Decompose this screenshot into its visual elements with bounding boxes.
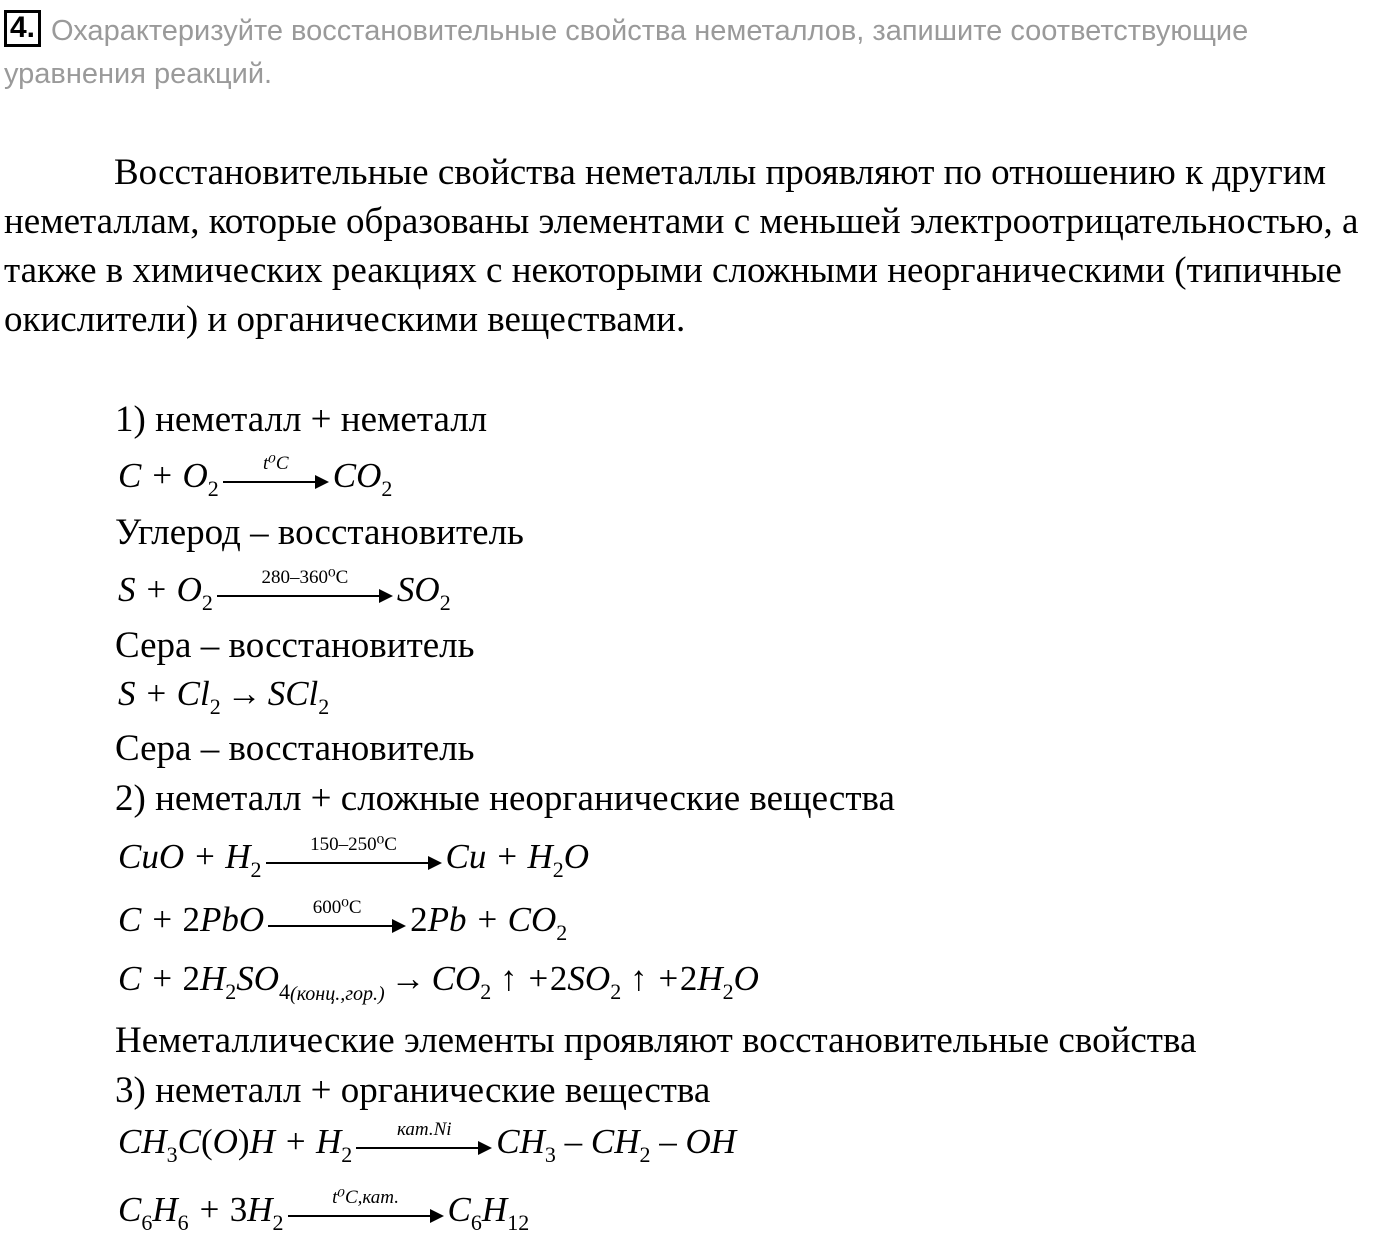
equation-5: C + 2PbO 600⁰C $2Pb + CO_2$ <box>118 896 568 945</box>
section-1-heading: 1) неметалл + неметалл <box>115 399 488 440</box>
section-2-heading: 2) неметалл + сложные неорганические вещества <box>115 778 895 819</box>
equation-4: CuO + $H_2$ 150–250⁰C $Cu + H_2O$ <box>118 833 590 882</box>
task-header <box>4 10 1364 96</box>
equation-5-condition: 600⁰C <box>312 896 362 918</box>
equation-6: $C + 2H_2SO_{4(конц.,гор.)} \to CO_2$ ↑ $+2SO_2$ ↑ $+2H_2O$ <box>118 959 759 1005</box>
task-number: 4. <box>4 10 41 47</box>
comment-sulfur-1: Сера – восстановитель <box>115 625 475 666</box>
intro-paragraph: Восстановительные свойства неметаллы проявляют по отношению к другим неметаллам, которые образованы элементами с меньшей электроотрицательностью, а также в химических реакциях с некоторыми сложными неорганическими (типичные окислители) и органическими веществами. <box>4 152 1359 340</box>
equation-3: $S + Cl_2 \to SCl_2$ <box>118 674 330 719</box>
comment-nonmetals: Неметаллические элементы проявляют восстановительные свойства <box>115 1020 1197 1061</box>
task-text: Охарактеризуйте восстановительные свойства неметаллов, запишите соответствующие уравнения реакций. <box>4 15 1249 90</box>
equation-2-condition: 280–360⁰C <box>261 566 349 588</box>
equation-8-condition: t⁰C,кат. <box>332 1186 400 1208</box>
equation-8: $C_6H_6 + 3H_2$ t⁰C,кат. $C_6H_{12}$ <box>118 1186 530 1235</box>
equation-1: $C + O_2$ t⁰C $CO_2$ <box>118 452 393 501</box>
equation-4-condition: 150–250⁰C <box>310 833 397 855</box>
equation-7: $CH_3C(O)H + H_2$ кат.Ni $CH_3 - CH_2$ – OH <box>118 1118 737 1167</box>
comment-carbon: Углерод – восстановитель <box>115 512 524 553</box>
equation-2: $S + O_2$ 280–360⁰C $SO_2$ <box>118 566 451 615</box>
equation-7-condition: кат.Ni <box>396 1118 452 1140</box>
equation-6-note: (конц.,гор.) <box>290 983 385 1005</box>
section-3-heading: 3) неметалл + органические вещества <box>115 1070 711 1111</box>
equation-1-condition: t⁰C <box>262 452 289 474</box>
comment-sulfur-2: Сера – восстановитель <box>115 728 475 769</box>
